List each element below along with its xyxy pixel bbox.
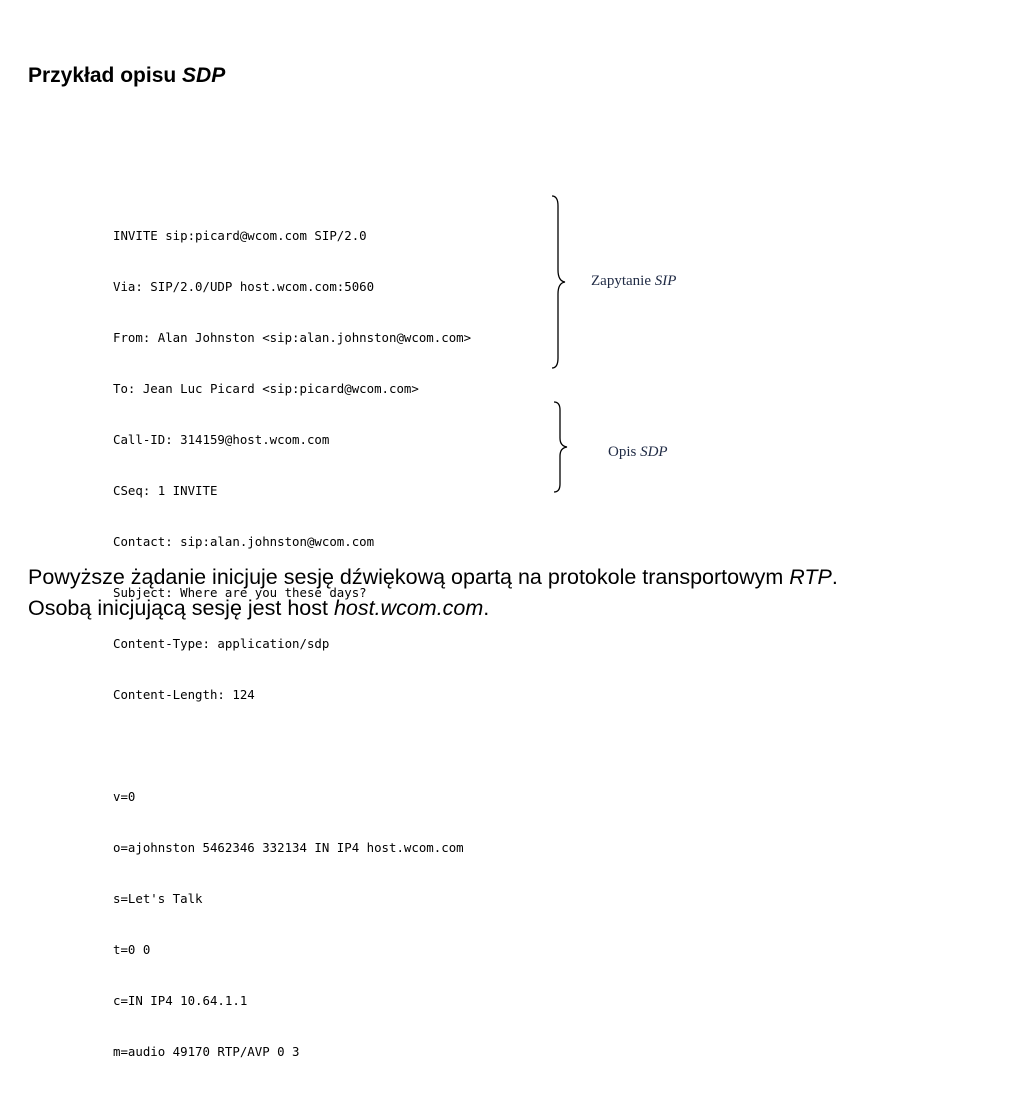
sdp-label-emphasis: SDP: [640, 444, 668, 460]
sip-message-listing: [113, 193, 471, 1094]
paragraph-text: .: [831, 565, 838, 589]
sip-header-line: CSeq: 1 INVITE: [113, 483, 218, 498]
sip-request-line: INVITE sip:picard@wcom.com SIP/2.0: [113, 228, 367, 243]
sdp-line: m=audio 49170 RTP/AVP 0 3: [113, 1044, 300, 1059]
sip-header-line: Content-Type: application/sdp: [113, 636, 330, 651]
sdp-line: v=0: [113, 789, 136, 804]
paragraph-text: .: [483, 596, 490, 620]
sip-header-line: Content-Length: 124: [113, 687, 255, 702]
explanation-paragraph: [28, 562, 1008, 624]
sip-header-line: Call-ID: 314159@host.wcom.com: [113, 432, 330, 447]
title-emphasis: SDP: [182, 64, 226, 87]
paragraph-text: Powyższe żądanie inicjuje sesję dźwiękową opartą na protokole transportowym: [28, 565, 790, 589]
sip-header-line: To: Jean Luc Picard <sip:picard@wcom.com>: [113, 381, 419, 396]
sip-request-label: [591, 272, 676, 290]
sip-header-line: From: Alan Johnston <sip:alan.johnston@wcom.com>: [113, 330, 472, 345]
sdp-line: c=IN IP4 10.64.1.1: [113, 993, 248, 1008]
title-prefix: Przykład opisu: [28, 64, 183, 87]
sip-header-line: Subject: Where are you these days?: [113, 585, 367, 600]
sip-brace-icon: [548, 194, 572, 370]
sip-label-prefix: Zapytanie: [591, 273, 655, 289]
paragraph-emphasis: host.wcom.com: [333, 596, 484, 620]
sdp-line: s=Let's Talk: [113, 891, 203, 906]
blank-line: [113, 737, 471, 754]
paragraph-line-1: [28, 562, 1008, 593]
sip-header-line: Via: SIP/2.0/UDP host.wcom.com:5060: [113, 279, 375, 294]
sdp-label-prefix: Opis: [608, 444, 641, 460]
paragraph-line-2: [28, 593, 1008, 624]
sdp-description-label: [608, 443, 668, 461]
sdp-brace-icon: [548, 400, 572, 494]
paragraph-emphasis: RTP: [789, 565, 832, 589]
paragraph-text: Osobą inicjującą sesję jest host: [28, 596, 334, 620]
slide-title: [28, 62, 225, 90]
sip-header-line: Contact: sip:alan.johnston@wcom.com: [113, 534, 375, 549]
sdp-line: o=ajohnston 5462346 332134 IN IP4 host.wcom.com: [113, 840, 464, 855]
sdp-line: t=0 0: [113, 942, 151, 957]
sip-label-emphasis: SIP: [654, 273, 677, 289]
